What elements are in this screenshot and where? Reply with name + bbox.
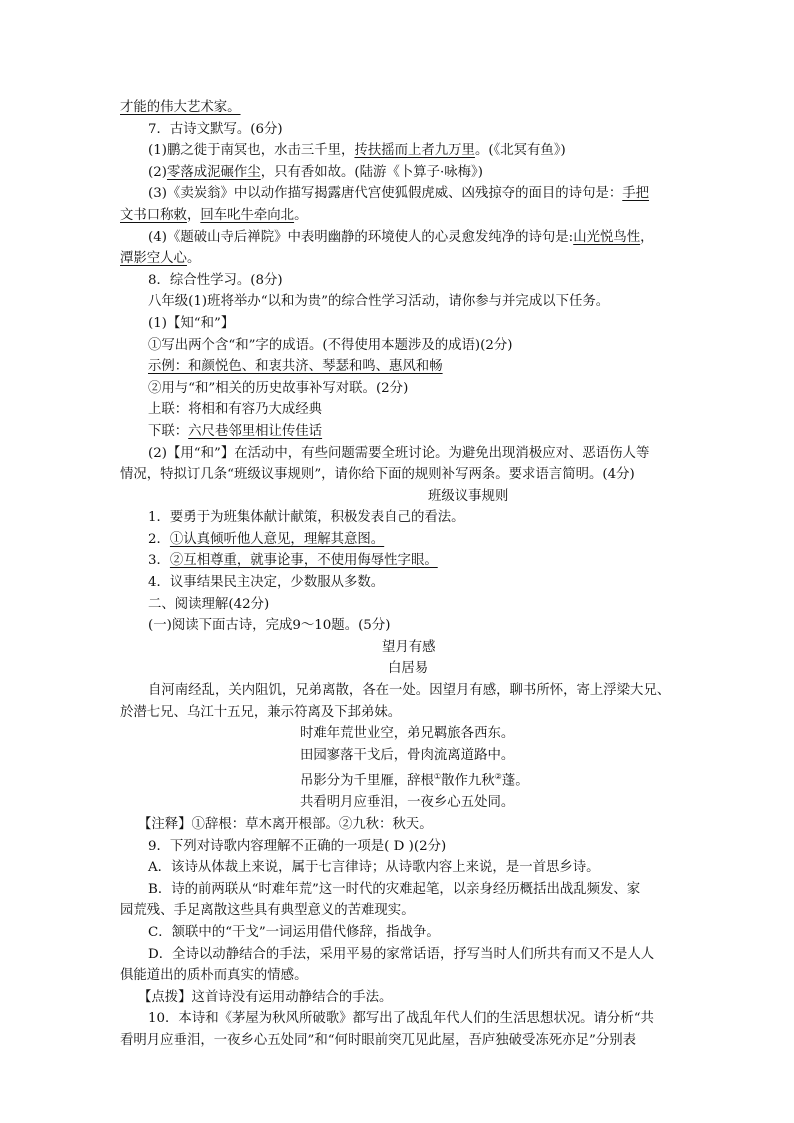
text-line: 俱能道出的质朴而真实的情感。 xyxy=(120,968,308,984)
answer-text: 潭影空人心 xyxy=(120,251,187,267)
option-b: B．诗的前两联从“时难年荒”这一时代的灾难起笔，以亲身经历概括出战乱频发、家 xyxy=(148,881,641,897)
answer-text: 手把 xyxy=(622,186,650,202)
text-line: 文书口称敕，回车叱牛牵向北。 xyxy=(120,207,308,223)
text-line: 3．②互相尊重，就事论事，不使用侮辱性字眼。 xyxy=(148,553,438,569)
text-line: 上联：将相和有容乃大成经典 xyxy=(148,402,323,418)
answer-text: 抟扶摇而上者九万里 xyxy=(354,143,475,159)
option-c: C．颔联中的“干戈”一词运用借代修辞，指战争。 xyxy=(148,925,440,941)
poem-title: 望月有感 xyxy=(382,639,436,655)
text-line: 自河南经乱，关内阻饥，兄弟离散，各在一处。因望月有感，聊书所怀，寄上浮梁大兄、 xyxy=(148,683,671,699)
poem-line: 田园寥落干戈后，骨肉流离道路中。 xyxy=(300,747,515,763)
question-7-heading: 7．古诗文默写。(6分) xyxy=(148,121,283,137)
option-a: A．该诗从体裁上来说，属于七言律诗；从诗歌内容上来说，是一首思乡诗。 xyxy=(148,860,600,876)
section-heading: 二、阅读理解(42分) xyxy=(148,596,270,612)
text-line: (1)【知“和”】 xyxy=(148,315,235,331)
text-line: 1．要勇于为班集体献计献策，积极发表自己的看法。 xyxy=(148,510,465,526)
text-line: 园荒残、手足离散这些具有典型意义的苦难现实。 xyxy=(120,903,415,919)
poem-line: 共看明月应垂泪，一夜乡心五处同。 xyxy=(300,795,515,811)
answer-text: 文书口称敕 xyxy=(120,207,187,223)
question-8-heading: 8．综合性学习。(8分) xyxy=(148,272,283,288)
text-line: 情况，特拟订几条“班级议事规则”，请你给下面的规则补写两条。要求语言简明。(4分) xyxy=(120,467,635,483)
poem-author: 白居易 xyxy=(388,661,429,677)
text-line: (1)鹏之徙于南冥也，水击三千里，抟扶摇而上者九万里。(《北冥有鱼》) xyxy=(148,143,566,159)
poem-line: 吊影分为千里雁，辞根①散作九秋②蓬。 xyxy=(300,772,529,789)
answer-text: 零落成泥碾作尘 xyxy=(166,164,261,180)
text-line: 下联：六尺巷邻里相让传佳话 xyxy=(148,423,323,439)
hint: 【点拨】这首诗没有运用动静结合的手法。 xyxy=(138,989,393,1005)
text-line: 潭影空人心。 xyxy=(120,251,201,267)
text-line: 4．议事结果民主决定，少数服从多数。 xyxy=(148,575,385,591)
text-line: 2．①认真倾听他人意见，理解其意图。 xyxy=(148,531,385,547)
text-line: ①写出两个含“和”字的成语。(不得使用本题涉及的成语)(2分) xyxy=(148,337,513,353)
question-9: 9．下列对诗歌内容理解不正确的一项是( D )(2分) xyxy=(148,838,447,854)
answer-text: 回车叱牛牵向北 xyxy=(200,207,295,223)
text-line: 看明月应垂泪，一夜乡心五处同”和“何时眼前突兀见此屋，吾庐独破受冻死亦足”分别表 xyxy=(120,1033,636,1048)
text-line: (4)《题破山寺后禅院》中表明幽静的环境使人的心灵愈发纯净的诗句是:山光悦鸟性， xyxy=(148,229,654,245)
text-line xyxy=(120,97,680,119)
answer-text: 示例：和颜悦色、和衷共济、琴瑟和鸣、惠风和畅 xyxy=(148,359,443,375)
text-line xyxy=(120,356,680,378)
answer-text: 六尺巷邻里相让传佳话 xyxy=(188,423,323,439)
answer-text: ②互相尊重，就事论事，不使用侮辱性字眼。 xyxy=(169,553,438,569)
text-line: (2)零落成泥碾作尘，只有香如故。(陆游《卜算子·咏梅》) xyxy=(148,164,483,180)
text-line: 八年级(1)班将举办“以和为贵”的综合性学习活动，请你参与并完成以下任务。 xyxy=(148,294,610,310)
answer-text: 山光悦鸟性 xyxy=(573,229,641,245)
option-d: D．全诗以动静结合的手法，采用平易的家常话语，抒写当时人们所共有而又不是人人 xyxy=(148,946,655,962)
answer-text: 才能的伟大艺术家。 xyxy=(120,100,241,115)
annotation: 【注释】①辞根：草木离开根部。②九秋：秋天。 xyxy=(138,817,433,833)
document-body xyxy=(120,97,680,1052)
text-line: 於潜七兄、乌江十五兄，兼示符离及下邽弟妹。 xyxy=(120,704,402,720)
text-line: ②用与“和”相关的历史故事补写对联。(2分) xyxy=(148,380,409,396)
text-line: (一)阅读下面古诗，完成9～10题。(5分) xyxy=(148,618,391,634)
rules-title: 班级议事规则 xyxy=(428,488,509,504)
answer-text: ①认真倾听他人意见，理解其意图。 xyxy=(169,531,385,547)
question-10: 10．本诗和《茅屋为秋风所破歌》都写出了战乱年代人们的生活思想状况。请分析“共 xyxy=(148,1011,654,1027)
text-line: (2)【用“和”】在活动中，有些问题需要全班讨论。为避免出现消极应对、恶语伤人等 xyxy=(148,445,650,461)
poem-line: 时难年荒世业空，弟兄羁旅各西东。 xyxy=(300,726,515,742)
text-line: (3)《卖炭翁》中以动作描写揭露唐代宫使狐假虎威、凶残掠夺的面目的诗句是：手把 xyxy=(148,186,650,202)
